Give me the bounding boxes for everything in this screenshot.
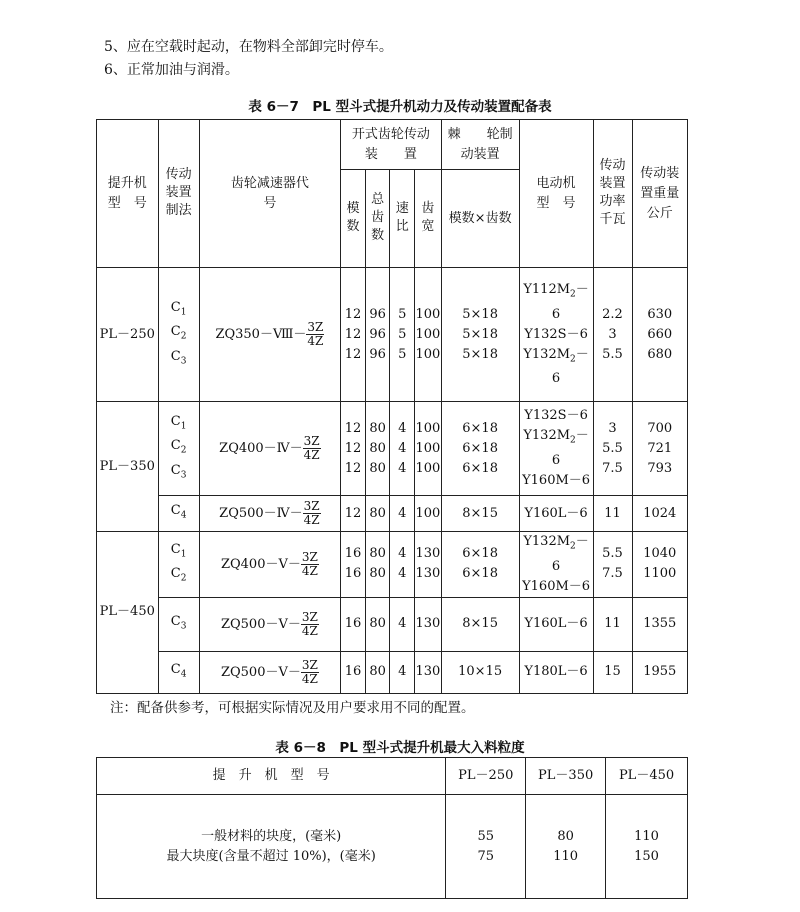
table-row xyxy=(97,402,688,496)
width-cell: 130 130 xyxy=(415,532,442,598)
header-model-pl350: PL－350 xyxy=(526,758,606,795)
weight-cell: 1040 1100 xyxy=(632,532,688,598)
ratio-cell: 4 xyxy=(390,496,415,532)
reducer-cell: ZQ500－Ⅳ－ $\frac{3Z}{4Z}$ xyxy=(199,496,341,532)
table-row xyxy=(97,651,688,693)
power-cell: 15 xyxy=(593,651,632,693)
header-ratchet: 棘 轮制动装置 xyxy=(441,120,519,170)
intro-line-5: 5、应在空载时起动，在物料全部卸完时停车。 xyxy=(104,39,393,55)
table-row xyxy=(97,597,688,651)
table1-note: 注：配备供参考，可根据实际情况及用户要求用不同的配置。 xyxy=(110,700,475,716)
row-label-general: 一般材料的块度，(毫米) xyxy=(201,828,342,844)
header-total-teeth: 总齿数 xyxy=(365,170,390,268)
row-label-max: 最大块度(含量不超过 10%)，(毫米) xyxy=(166,848,376,864)
weight-cell: 630 660 680 xyxy=(632,268,688,402)
table-row xyxy=(97,268,688,402)
reducer-cell: ZQ400－Ⅴ－ $\frac{3Z}{4Z}$ xyxy=(199,532,341,598)
drive-cell: $C_4$ xyxy=(158,496,199,532)
teeth-cell: 80 xyxy=(365,651,390,693)
module-cell: 16 16 xyxy=(341,532,366,598)
motor-cell: $Y112M_2-6$ Y132S－6 $Y132M_2-6$ xyxy=(519,268,593,402)
teeth-cell: 80 80 xyxy=(365,532,390,598)
model-cell: PL－250 xyxy=(97,268,159,402)
teeth-cell: 96 96 96 xyxy=(365,268,390,402)
ratchet-cell: 8×15 xyxy=(441,597,519,651)
drive-config-table xyxy=(96,119,688,694)
pl350-values: 80 110 xyxy=(526,795,606,899)
motor-cell: Y160L－6 xyxy=(519,496,593,532)
power-cell: 2.2 3 5.5 xyxy=(593,268,632,402)
table2-caption: 表 6－8 PL 型斗式提升机最大入料粒度 xyxy=(275,740,525,756)
table-row xyxy=(97,496,688,532)
header-drive-method: 传动装置制法 xyxy=(158,120,199,268)
power-cell: 11 xyxy=(593,597,632,651)
weight-cell: 1955 xyxy=(632,651,688,693)
teeth-cell: 80 xyxy=(365,496,390,532)
ratchet-cell: 6×18 6×18 6×18 xyxy=(441,402,519,496)
header-speed-ratio: 速比 xyxy=(390,170,415,268)
motor-cell: $Y132M_2-6$ Y160M－6 xyxy=(519,532,593,598)
pl250-values: 55 75 xyxy=(446,795,526,899)
reducer-cell: ZQ500－Ⅴ－ $\frac{3Z}{4Z}$ xyxy=(199,651,341,693)
width-cell: 100 100 100 xyxy=(415,402,442,496)
module-cell: 12 12 12 xyxy=(341,402,366,496)
drive-cell: $C_1$ $C_2$ $C_3$ xyxy=(158,402,199,496)
header-tooth-width: 齿宽 xyxy=(415,170,442,268)
reducer-cell: ZQ350－Ⅷ－ $\frac{3Z}{4Z}$ xyxy=(199,268,341,402)
header-reducer: 齿轮减速器代 号 xyxy=(199,120,341,268)
power-cell: 11 xyxy=(593,496,632,532)
width-cell: 130 xyxy=(415,651,442,693)
motor-cell: Y160L－6 xyxy=(519,597,593,651)
drive-cell: $C_3$ xyxy=(158,597,199,651)
reducer-cell: ZQ500－Ⅴ－ $\frac{3Z}{4Z}$ xyxy=(199,597,341,651)
feed-size-table xyxy=(96,757,688,899)
weight-cell: 1024 xyxy=(632,496,688,532)
drive-cell: $C_4$ xyxy=(158,651,199,693)
header-ratchet-sub: 模数×齿数 xyxy=(441,170,519,268)
ratio-cell: 5 5 5 xyxy=(390,268,415,402)
model-cell: PL－350 xyxy=(97,402,159,532)
weight-cell: 700 721 793 xyxy=(632,402,688,496)
teeth-cell: 80 xyxy=(365,597,390,651)
header-power: 传动装置功率千瓦 xyxy=(593,120,632,268)
pl450-values: 110 150 xyxy=(606,795,688,899)
width-cell: 100 xyxy=(415,496,442,532)
header-module: 模数 xyxy=(341,170,366,268)
header-motor: 电动机型 号 xyxy=(519,120,593,268)
module-cell: 12 xyxy=(341,496,366,532)
ratio-cell: 4 4 xyxy=(390,532,415,598)
drive-cell: $C_1$ $C_2$ xyxy=(158,532,199,598)
table1-caption: 表 6－7 PL 型斗式提升机动力及传动装置配备表 xyxy=(248,99,552,115)
table-row xyxy=(97,532,688,598)
ratchet-cell: 6×18 6×18 xyxy=(441,532,519,598)
ratchet-cell: 8×15 xyxy=(441,496,519,532)
teeth-cell: 80 80 80 xyxy=(365,402,390,496)
header-weight: 传动装置重量公斤 xyxy=(632,120,688,268)
drive-cell: $C_1$ $C_2$ $C_3$ xyxy=(158,268,199,402)
ratchet-cell: 5×18 5×18 5×18 xyxy=(441,268,519,402)
model-cell: PL－450 xyxy=(97,532,159,694)
row-labels-cell xyxy=(97,795,446,899)
ratio-cell: 4 xyxy=(390,651,415,693)
power-cell: 5.5 7.5 xyxy=(593,532,632,598)
motor-cell: Y132S－6 $Y132M_2-6$ Y160M－6 xyxy=(519,402,593,496)
weight-cell: 1355 xyxy=(632,597,688,651)
header-model-label: 提 升 机 型 号 xyxy=(97,758,446,795)
header-model: 提升机型 号 xyxy=(97,120,159,268)
intro-line-6: 6、正常加油与润滑。 xyxy=(104,62,239,78)
module-cell: 16 xyxy=(341,651,366,693)
width-cell: 130 xyxy=(415,597,442,651)
header-open-gear: 开式齿轮传动装 置 xyxy=(341,120,441,170)
module-cell: 12 12 12 xyxy=(341,268,366,402)
ratchet-cell: 10×15 xyxy=(441,651,519,693)
reducer-cell: ZQ400－Ⅳ－ $\frac{3Z}{4Z}$ xyxy=(199,402,341,496)
module-cell: 16 xyxy=(341,597,366,651)
ratio-cell: 4 xyxy=(390,597,415,651)
header-model-pl250: PL－250 xyxy=(446,758,526,795)
power-cell: 3 5.5 7.5 xyxy=(593,402,632,496)
ratio-cell: 4 4 4 xyxy=(390,402,415,496)
header-model-pl450: PL－450 xyxy=(606,758,688,795)
width-cell: 100 100 100 xyxy=(415,268,442,402)
motor-cell: Y180L－6 xyxy=(519,651,593,693)
table-row xyxy=(97,795,688,899)
